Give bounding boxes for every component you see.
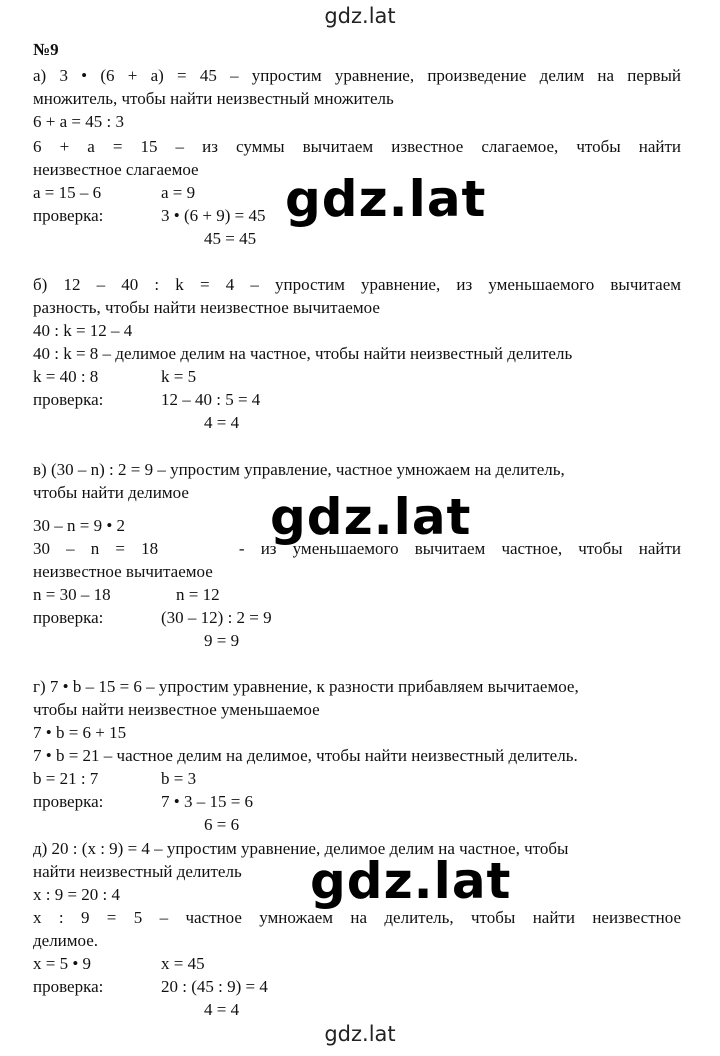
part-a-check-1: 3 • (6 + 9) = 45 bbox=[161, 206, 266, 225]
part-g-line-1: г) 7 • b – 15 = 6 – упростим уравнение, к разности прибавляем вычитаемое, bbox=[33, 677, 579, 696]
part-v-line-1: в) (30 – n) : 2 = 9 – упростим управление, частное умножаем на делитель, bbox=[33, 460, 565, 479]
part-a-line-1: а) 3 • (6 + а) = 45 – упростим уравнение, произведение делим на первый bbox=[33, 66, 681, 85]
part-g-line-2: чтобы найти неизвестное уменьшаемое bbox=[33, 700, 320, 719]
part-d-line-5: делимое. bbox=[33, 931, 99, 950]
part-a-check-label: проверка: bbox=[33, 206, 104, 225]
part-d-check-label: проверка: bbox=[33, 977, 104, 996]
part-b-line-4: 40 : k = 8 – делимое делим на частное, чтобы найти неизвестный делитель bbox=[33, 344, 573, 363]
part-v-line-5: неизвестное вычитаемое bbox=[33, 562, 213, 581]
part-d-answer: x = 45 bbox=[161, 954, 205, 973]
part-v-line-4: 30 – n = 18 - из уменьшаемого вычитаем частное, чтобы найти bbox=[33, 539, 681, 558]
part-g-check-1: 7 • 3 – 15 = 6 bbox=[161, 792, 254, 811]
watermark-top: gdz.lat bbox=[324, 4, 396, 28]
part-d-line-4: x : 9 = 5 – частное умножаем на делитель, чтобы найти неизвестное bbox=[33, 908, 681, 927]
part-d-solution: x = 5 • 9 bbox=[33, 954, 92, 973]
part-d-check-1: 20 : (45 : 9) = 4 bbox=[161, 977, 268, 996]
part-a-line-3: 6 + а = 45 : 3 bbox=[33, 112, 124, 131]
part-a-answer: а = 9 bbox=[161, 183, 196, 202]
part-v-answer: n = 12 bbox=[176, 585, 220, 604]
part-g-check-label: проверка: bbox=[33, 792, 104, 811]
part-d-line-3: x : 9 = 20 : 4 bbox=[33, 885, 121, 904]
part-a-line-2: множитель, чтобы найти неизвестный множитель bbox=[33, 89, 394, 108]
part-v-line-2: чтобы найти делимое bbox=[33, 483, 189, 502]
part-d-line-1: д) 20 : (x : 9) = 4 – упростим уравнение, делимое делим на частное, чтобы bbox=[33, 839, 569, 858]
part-b-solution: k = 40 : 8 bbox=[33, 367, 99, 386]
watermark-overlay-2: gdz.lat bbox=[270, 488, 472, 546]
part-d-line-2: найти неизвестный делитель bbox=[33, 862, 242, 881]
watermark-bottom: gdz.lat bbox=[324, 1022, 396, 1046]
part-g-solution: b = 21 : 7 bbox=[33, 769, 99, 788]
part-b-line-3: 40 : k = 12 – 4 bbox=[33, 321, 133, 340]
part-v-check-1: (30 – 12) : 2 = 9 bbox=[161, 608, 272, 627]
watermark-overlay-1: gdz.lat bbox=[285, 170, 487, 228]
part-v-solution: n = 30 – 18 bbox=[33, 585, 111, 604]
part-b-line-2: разность, чтобы найти неизвестное вычитаемое bbox=[33, 298, 380, 317]
part-v-check-2: 9 = 9 bbox=[204, 631, 240, 650]
part-a-line-5: неизвестное слагаемое bbox=[33, 160, 199, 179]
part-g-line-4: 7 • b = 21 – частное делим на делимое, чтобы найти неизвестный делитель. bbox=[33, 746, 578, 765]
watermark-overlay-3: gdz.lat bbox=[310, 852, 512, 910]
part-a-line-4: 6 + а = 15 – из суммы вычитаем известное слагаемое, чтобы найти bbox=[33, 137, 681, 156]
part-v-check-label: проверка: bbox=[33, 608, 104, 627]
part-b-answer: k = 5 bbox=[161, 367, 197, 386]
problem-number: №9 bbox=[33, 40, 59, 59]
part-g-check-2: 6 = 6 bbox=[204, 815, 240, 834]
part-b-line-1: б) 12 – 40 : k = 4 – упростим уравнение, из уменьшаемого вычитаем bbox=[33, 275, 681, 294]
part-v-line-3: 30 – n = 9 • 2 bbox=[33, 516, 126, 535]
part-a-solution: а = 15 – 6 bbox=[33, 183, 102, 202]
part-g-line-3: 7 • b = 6 + 15 bbox=[33, 723, 127, 742]
part-d-check-2: 4 = 4 bbox=[204, 1000, 240, 1019]
part-b-check-label: проверка: bbox=[33, 390, 104, 409]
part-g-answer: b = 3 bbox=[161, 769, 197, 788]
part-b-check-2: 4 = 4 bbox=[204, 413, 240, 432]
part-b-check-1: 12 – 40 : 5 = 4 bbox=[161, 390, 261, 409]
part-a-check-2: 45 = 45 bbox=[204, 229, 257, 248]
